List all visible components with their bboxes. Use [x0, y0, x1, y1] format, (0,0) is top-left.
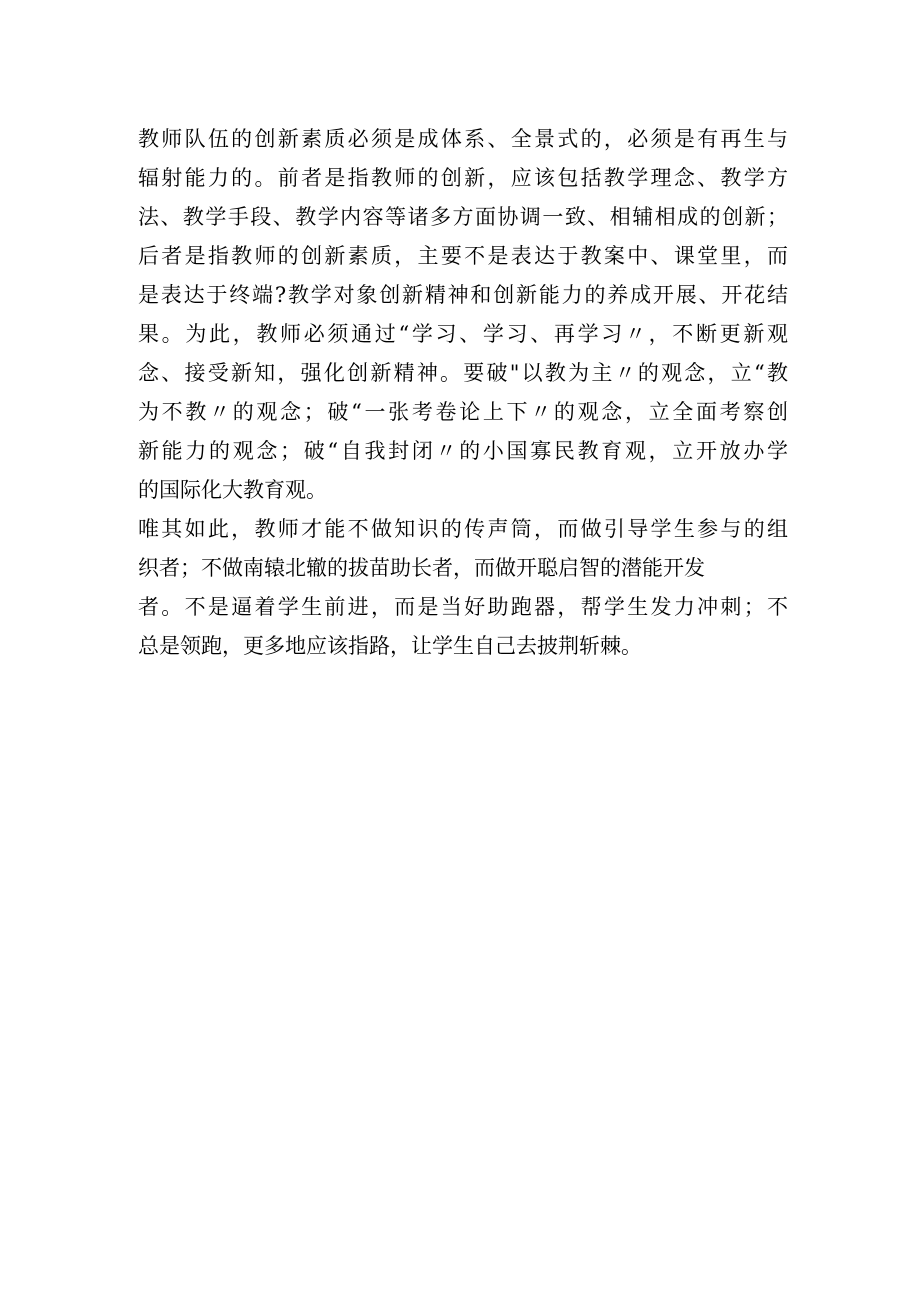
text-line: 唯其如此，教师才能不做知识的传声筒，而做引导学生参与的组: [138, 517, 788, 541]
text-line: 织者；不做南辕北辙的拔苗助长者，而做开聪启智的潜能开发: [138, 556, 705, 580]
text-line: 是表达于终端?教学对象创新精神和创新能力的养成开展、开花结: [138, 283, 788, 307]
text-line: 为不教〃的观念；破“一张考卷论上下〃的观念，立全面考察创: [138, 400, 788, 424]
text-line: 新能力的观念；破“自我封闭〃的小国寡民教育观，立开放办学: [138, 439, 788, 463]
document-body: [138, 120, 788, 666]
text-line: 者。不是逼着学生前进，而是当好助跑器，帮学生发力冲刺；不: [138, 595, 788, 619]
text-line: 总是领跑，更多地应该指路，让学生自己去披荆斩棘。: [138, 634, 642, 658]
text-line: 果。为此，教师必须通过“学习、学习、再学习〃，不断更新观: [138, 322, 788, 346]
paragraph-2: [138, 510, 788, 666]
paragraph-1: [138, 120, 788, 510]
text-line: 后者是指教师的创新素质，主要不是表达于教案中、课堂里，而: [138, 244, 788, 268]
text-line: 辐射能力的。前者是指教师的创新，应该包括教学理念、教学方: [138, 166, 788, 190]
text-line: 念、接受新知，强化创新精神。要破"以教为主〃的观念，立“教: [138, 361, 788, 385]
text-line: 的国际化大教育观。: [138, 478, 327, 502]
text-line: 法、教学手段、教学内容等诸多方面协调一致、相辅相成的创新；: [138, 205, 788, 229]
text-line: 教师队伍的创新素质必须是成体系、全景式的，必须是有再生与: [138, 127, 788, 151]
